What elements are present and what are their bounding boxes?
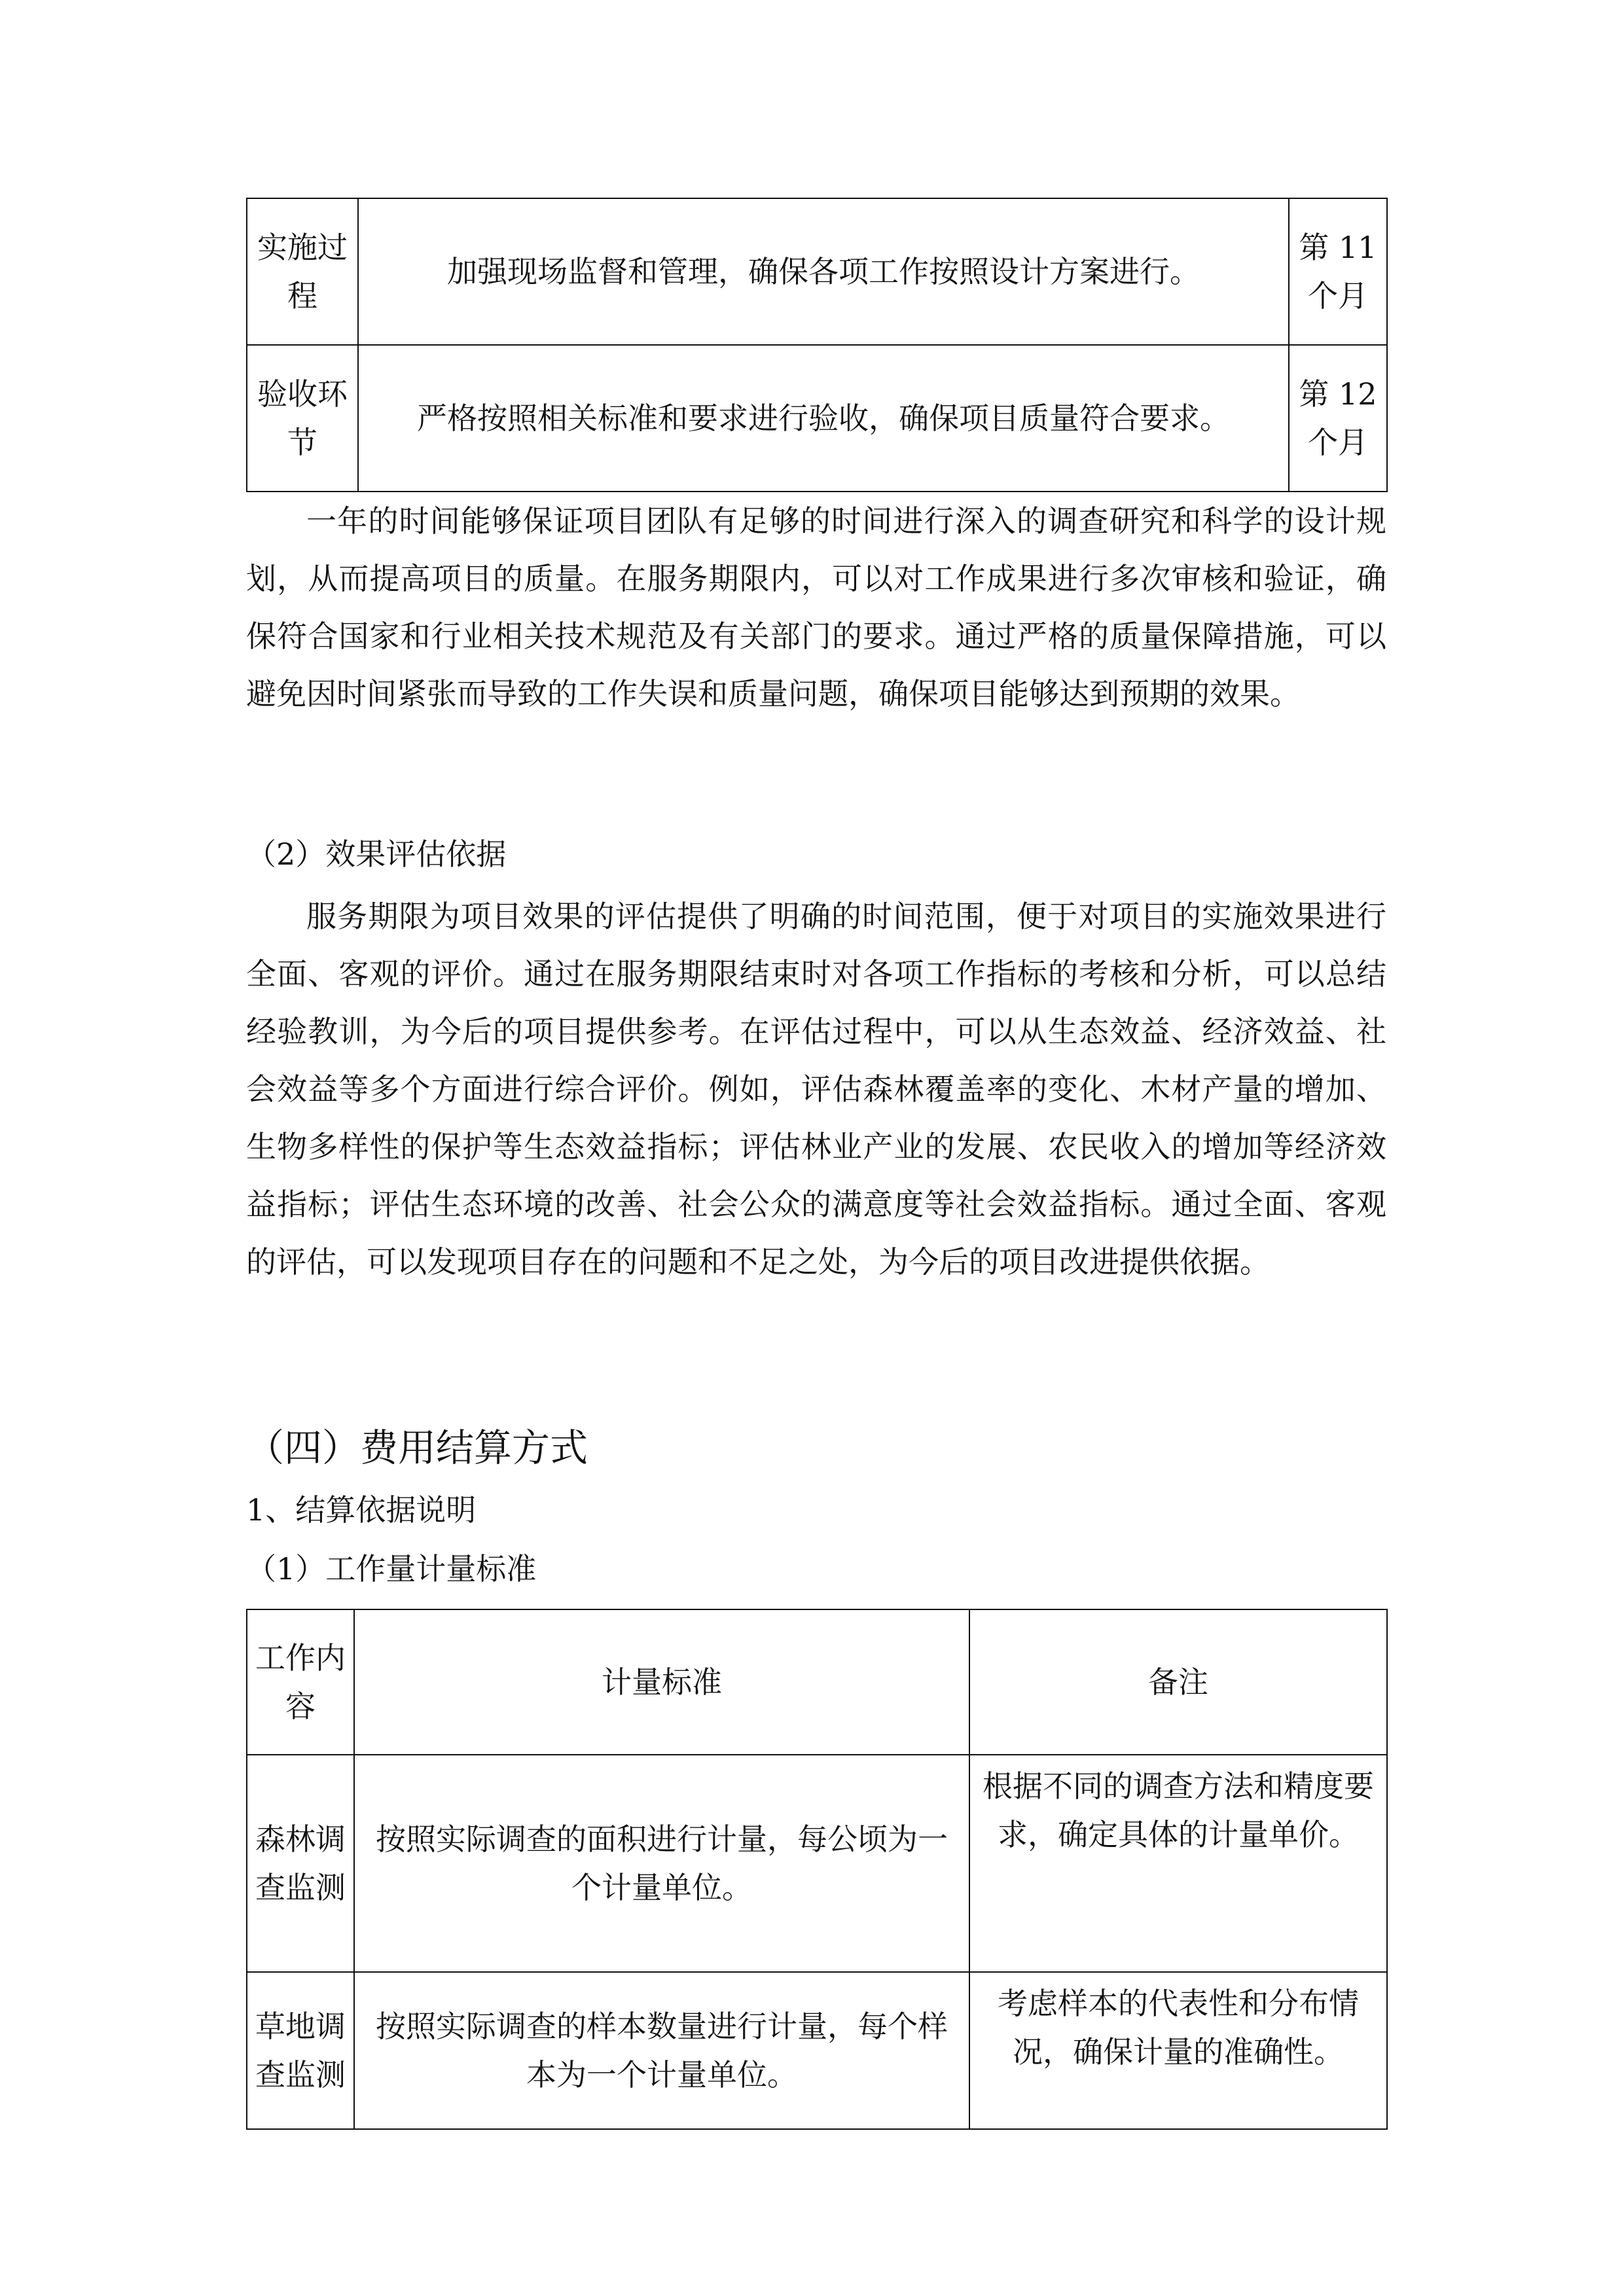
- schedule-table: [246, 198, 1388, 492]
- time-cell: 第 12 个月: [1289, 345, 1387, 492]
- time-cell: 第 11 个月: [1289, 198, 1387, 345]
- stage-cell: 验收环节: [247, 345, 358, 492]
- work-cell: 森林调查监测: [247, 1755, 354, 1972]
- table-header-row: [247, 1609, 1387, 1755]
- subheading-settlement-basis: 1、结算依据说明: [246, 1492, 477, 1528]
- table-row: [247, 345, 1387, 492]
- work-cell: 草地调查监测: [247, 1972, 354, 2129]
- remark-cell: 考虑样本的代表性和分布情况，确保计量的准确性。: [969, 1972, 1387, 2129]
- table-row: [247, 198, 1387, 345]
- subheading-workload-standard: （1）工作量计量标准: [246, 1551, 537, 1587]
- header-work-content: 工作内容: [247, 1609, 354, 1755]
- table-row: [247, 1972, 1387, 2129]
- table-row: [247, 1755, 1387, 1972]
- header-standard: 计量标准: [354, 1609, 969, 1755]
- content-cell: 加强现场监督和管理，确保各项工作按照设计方案进行。: [358, 198, 1289, 345]
- standard-cell: 按照实际调查的面积进行计量，每公顷为一个计量单位。: [354, 1755, 969, 1972]
- workload-standard-table: [246, 1609, 1388, 2130]
- content-cell: 严格按照相关标准和要求进行验收，确保项目质量符合要求。: [358, 345, 1289, 492]
- paragraph-effect-evaluation: 服务期限为项目效果的评估提供了明确的时间范围，便于对项目的实施效果进行全面、客观的评价。通过在服务期限结束时对各项工作指标的考核和分析，可以总结经验教训，为今后的项目提供参考。在评估过程中，可以从生态效益、经济效益、社会效益等多个方面进行综合评价。例如，评估森林覆盖率的变化、木材产量的增加、生物多样性的保护等生态效益指标；评估林业产业的发展、农民收入的增加等经济效益指标；评估生态环境的改善、社会公众的满意度等社会效益指标。通过全面、客观的评估，可以发现项目存在的问题和不足之处，为今后的项目改进提供依据。: [246, 899, 1386, 1280]
- document-page: [246, 0, 1386, 2296]
- remark-cell: 根据不同的调查方法和精度要求，确定具体的计量单价。: [969, 1755, 1387, 1972]
- paragraph-time-guarantee: 一年的时间能够保证项目团队有足够的时间进行深入的调查研究和科学的设计规划，从而提高项目的质量。在服务期限内，可以对工作成果进行多次审核和验证，确保符合国家和行业相关技术规范及有关部门的要求。通过严格的质量保障措施，可以避免因时间紧张而导致的工作失误和质量问题，确保项目能够达到预期的效果。: [246, 503, 1386, 711]
- subheading-effect-evaluation: （2）效果评估依据: [246, 836, 507, 872]
- stage-cell: 实施过程: [247, 198, 358, 345]
- standard-cell: 按照实际调查的样本数量进行计量，每个样本为一个计量单位。: [354, 1972, 969, 2129]
- header-remark: 备注: [969, 1609, 1387, 1755]
- section-heading-settlement: （四）费用结算方式: [246, 1426, 588, 1470]
